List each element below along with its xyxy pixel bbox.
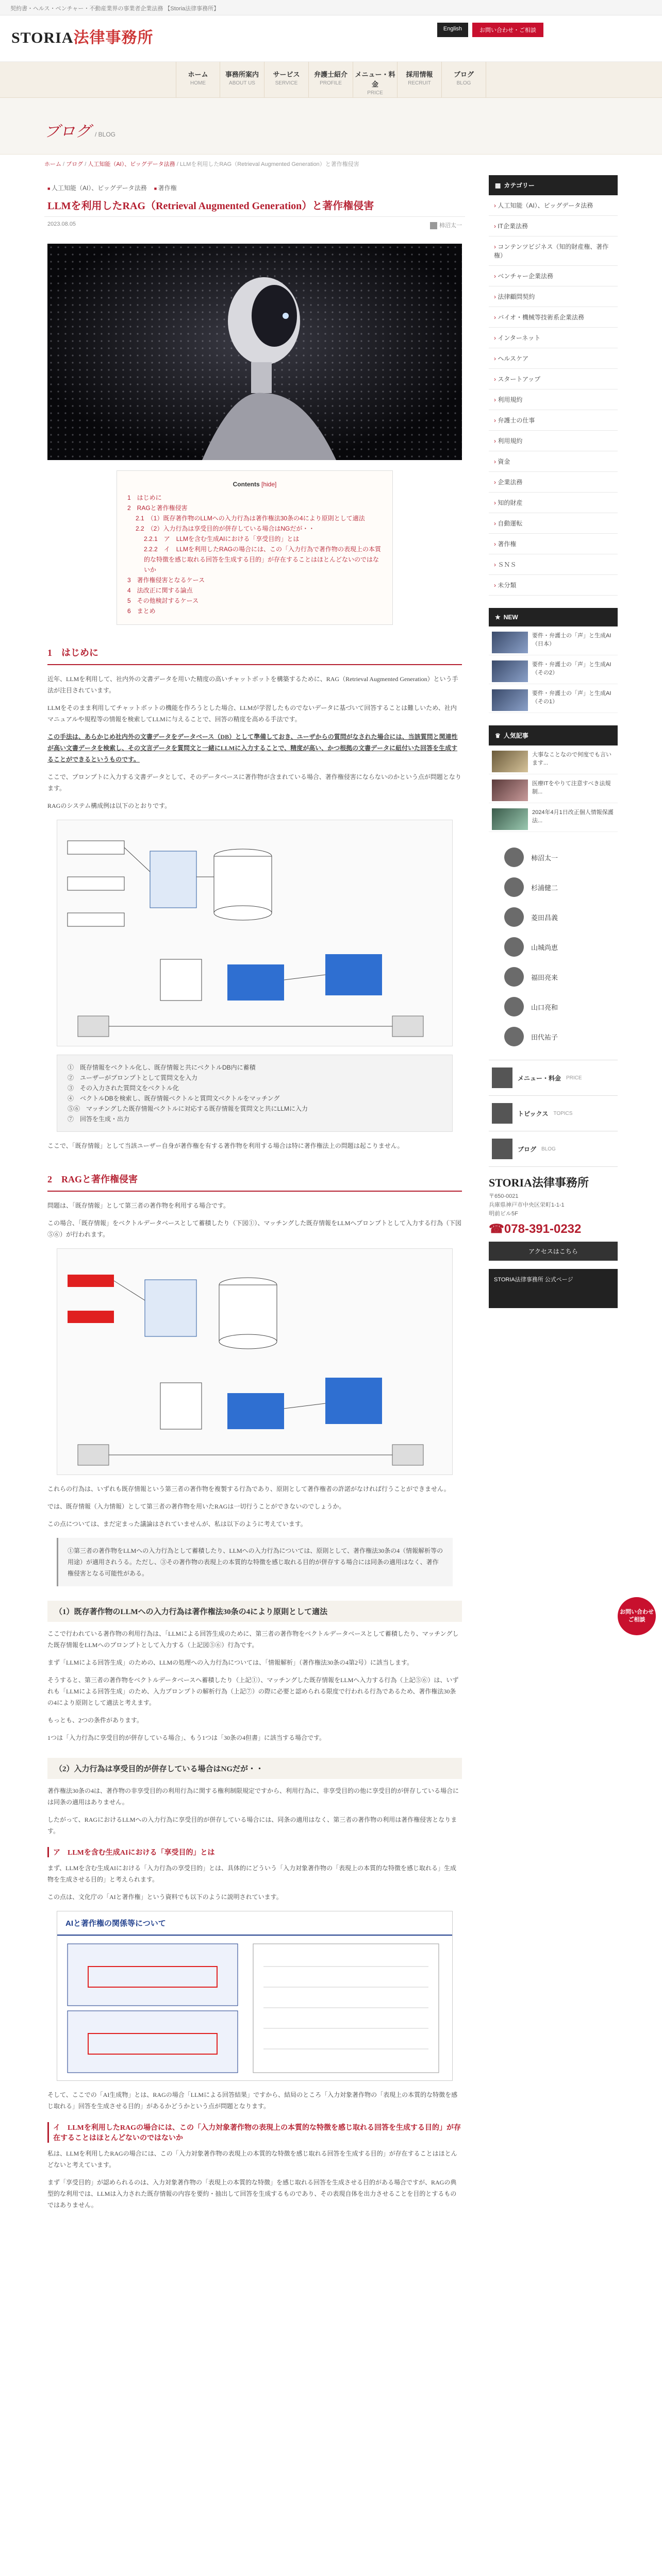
banner-text: STORIA法律事務所 公式ページ (494, 1277, 573, 1283)
category-tag[interactable]: ■ 人工知能（AI）、ビッグデータ法務 (47, 184, 147, 192)
nav-label: 事務所案内 (225, 71, 259, 78)
menu-label: ブログ (518, 1145, 537, 1153)
nav-sublabel: PRICE (367, 90, 383, 96)
article (44, 175, 465, 2217)
article-author (430, 221, 462, 229)
paragraph: LLMをそのまま利用してチャットボットの機能を作ろうとした場合、LLMが学習したものでないデータに基づいて回答することは難しいため、社内マニュアルや規程等の情報を検索してLLMに与えることで、回答の精度を高める手法です。 (47, 704, 457, 723)
folder-icon: ▦ (495, 181, 501, 189)
slide-title: AIと著作権の関係等について (57, 1911, 452, 1936)
lawyer-name: 菱田昌義 (531, 913, 558, 922)
nav-about[interactable] (220, 62, 264, 97)
sidebar-category-item[interactable]: › コンテンツビジネス（知的財産権、著作権） (489, 236, 618, 266)
menu-sublabel: PRICE (566, 1075, 582, 1081)
nav-price[interactable] (353, 62, 398, 97)
toc-item[interactable]: 2.2.2 イ LLMを利用したRAGの場合には、この「入力行為で著作物の表現上の本質的な特徴を感じ取れる回答を生成する目的」が存在することはほとんどないのではないか (144, 546, 382, 574)
post-title: 大事なことなので何度でも言います... (532, 752, 611, 766)
header-buttons (437, 23, 543, 37)
page-title: ブログ (44, 123, 91, 140)
sidebar-menu-blog[interactable] (489, 1131, 618, 1167)
avatar (504, 877, 524, 897)
new-post-item[interactable] (489, 684, 618, 713)
nav-sublabel: ABOUT US (229, 80, 255, 86)
toc-item[interactable]: 1 はじめに (127, 494, 162, 502)
sidebar-menu-topics[interactable] (489, 1096, 618, 1131)
article-meta (44, 217, 465, 233)
avatar (504, 967, 524, 987)
lawyer-item[interactable] (489, 1022, 618, 1052)
post-title: 要件・弁護士の「声」と生成AI（その2） (532, 662, 611, 676)
lawyer-name: 福田亮来 (531, 973, 558, 981)
toc-item[interactable]: 3 著作権侵害となるケース (127, 577, 205, 584)
lawyer-item[interactable] (489, 842, 618, 872)
sidebar-menu-price[interactable] (489, 1060, 618, 1096)
rag-system-diagram (57, 820, 453, 1046)
category-tag[interactable]: ■ 著作権 (154, 184, 177, 192)
menu-sublabel: TOPICS (553, 1110, 573, 1116)
nav-blog[interactable] (442, 62, 486, 97)
nav-label: サービス (273, 71, 300, 78)
sidebar-office-logo: STORIA法律事務所 (489, 1176, 589, 1189)
paragraph: では、既存情報（入力情報）として第三者の著作物を用いたRAGは一切行うことができないのでしょうか。 (47, 1503, 345, 1511)
paragraph: これらの行為は、いずれも既存情報という第三者の著作物を複製する行為であり、原則として著作権者の許諾がなければ行うことができません。 (47, 1485, 450, 1493)
site-header (0, 15, 662, 62)
article-date: 2023.08.05 (47, 221, 76, 227)
nav-label: メニュー・料金 (355, 71, 395, 88)
breadcrumb-current: LLMを利用したRAG（Retrieval Augmented Generation）と著作権侵害 (179, 161, 359, 167)
paragraph: この手法は、あらかじめ社内外の文書データをデータベース（DB）として準備しておき、ユーザからの質問がなされた場合には、当該質問と関連性が高い文書データを検索し、その文言データを質問文と一緒にLLMに入力することで、精度が高い、かつ根拠の文書データに紐付いた回答を生成することができるというものです。 (47, 733, 458, 764)
lawyer-item[interactable] (489, 932, 618, 962)
breadcrumb-blog[interactable]: ブログ (66, 161, 84, 167)
nav-label: 採用情報 (406, 71, 433, 78)
sidebar-heading: NEW (503, 614, 518, 621)
post-title: 2024年4月1日改正個人情報保護法... (532, 809, 614, 824)
nav-label: 弁護士紹介 (313, 71, 347, 78)
office-address: 〒650-0021 兵庫県神戸市中央区栄町1-1-1 明前ビル5F (489, 1193, 565, 1217)
paragraph: この点については、まだ定まった議論はされていませんが、私は以下のように考えています。 (47, 1520, 307, 1528)
sidebar-category-item[interactable]: › 利用規約 (489, 389, 618, 410)
legend-item: ⑤⑥ マッチングした既存情報ベクトルに対応する既存情報を質問文と共にLLMに入力 (68, 1105, 308, 1113)
nav-service[interactable] (264, 62, 309, 97)
post-thumbnail (492, 632, 528, 653)
toc-title: Contents (233, 481, 260, 488)
paragraph: そして、ここでの「AI生成物」とは、RAGの場合「LLMによる回答結果」ですから、結局のところ「入力対象著作物の「表現上の本質的な特徴を感じ取れる」回答を生成させる目的」があるかどうかという点が問題となります。 (47, 2091, 458, 2110)
paragraph: 著作権法30条の4は、著作物の非享受目的の利用行為に関する権利制限規定ですから、利用行為に、非享受目的の他に享受目的が併存している場合には同条の適用はありません。 (47, 1787, 459, 1806)
sidebar-category-item[interactable]: › 法律顧問契約 (489, 286, 618, 307)
toc-item[interactable]: 6 まとめ (127, 607, 156, 615)
post-thumbnail (492, 808, 528, 830)
legend-item: ② ユーザーがプロンプトとして質問文を入力 (68, 1074, 198, 1082)
page-hero (0, 98, 662, 155)
post-thumbnail (492, 660, 528, 682)
paragraph: そうすると、第三者の著作物をベクトルデータベースへ蓄積したり（上記①）、マッチングした既存情報をLLMへ入力する行為（上記⑤⑥）は、いずれも「LLMによる回答生成」のため、入力プロンプトの解析行為（上記⑦）の際に必要と認められる限度で行われる行為であるため、著作権法30条の4により原則として適法と考えます。 (47, 1676, 459, 1707)
paragraph: まず「LLMによる回答生成」のための、LLMの処理への入力行為については、「情報解析」（著作権法30条の4第2号）に該当します。 (47, 1659, 413, 1667)
article-title: LLMを利用したRAG（Retrieval Augmented Generation）と著作権侵害 (44, 195, 465, 217)
breadcrumb: ホーム / ブログ / 人工知能（AI）、ビッグデータ法務 / LLMを利用したRAG（Retrieval Augmented Generation）と著作権侵害 (44, 161, 359, 167)
content-wrap (44, 155, 618, 2209)
site-logo[interactable] (11, 25, 154, 47)
sidebar-category-item[interactable]: › 未分類 (489, 575, 618, 596)
rag-copyright-diagram (57, 1248, 453, 1475)
summary-quote: ①第三者の著作物をLLMへの入力行為として蓄積したり、LLMへの入力行為については、原則として、著作権法30条の4（情報解析等の用途）が適用されうる。ただし、③その著作物の表現上の本質的な特徴を感じ取れる目的が併存する場合には同条の適用はなく、著作権侵害となる可能性がある。 (57, 1538, 453, 1586)
sidebar-category-item[interactable]: › 知的財産 (489, 493, 618, 513)
diagram-legend (57, 1055, 453, 1132)
toc-item[interactable]: 2.2 （2）入力行為は享受目的が併存している場合はNGだが・・ (136, 525, 315, 533)
crown-icon: ♛ (495, 732, 501, 739)
sidebar-category-item[interactable]: › ヘルスケア (489, 348, 618, 369)
main-nav (0, 62, 662, 98)
rag-diagram-graphic (57, 820, 452, 1046)
article-hero-image (47, 244, 462, 460)
new-post-item[interactable] (489, 655, 618, 684)
nav-label: ホーム (188, 71, 208, 78)
office-phone[interactable] (489, 1222, 618, 1236)
new-post-item[interactable] (489, 626, 618, 655)
category-list (489, 195, 618, 596)
toc-item[interactable]: 4 法改正に関する論点 (127, 587, 193, 595)
nav-recruit[interactable] (398, 62, 442, 97)
paragraph: この場合、「既存情報」をベクトルデータベースとして蓄積したり（下図①）、マッチングした既存情報をLLMへプロンプトとして入力する行為（下図⑤⑥）が行われます。 (47, 1219, 462, 1239)
lawyer-list (489, 842, 618, 1052)
avatar (504, 937, 524, 957)
subsubsection-heading: ア LLMを含む生成AIにおける「享受目的」とは (47, 1847, 462, 1857)
paragraph: ここで、「既存情報」として当該ユーザー自身が著作権を有する著作物を利用する場合は特に著作権法上の問題は起こりません。 (47, 1142, 404, 1150)
page-subtitle: / BLOG (95, 131, 116, 138)
nav-sublabel: BLOG (456, 80, 471, 86)
pen-icon (492, 1139, 512, 1159)
toc-item[interactable]: 2.1 （1）既存著作物のLLMへの入力行為は著作権法30条の4により原則として適法 (136, 515, 365, 522)
legend-item: ④ ベクトルDBを検索し、既存情報ベクトルと質問文ベクトルをマッチング (68, 1095, 280, 1103)
agency-slide-image (57, 1911, 453, 2081)
nav-sublabel: HOME (190, 80, 206, 86)
breadcrumb-home[interactable]: ホーム (44, 161, 61, 167)
nav-home[interactable] (176, 62, 220, 97)
calculator-icon (492, 1067, 512, 1088)
toc-hide-toggle[interactable]: [hide] (261, 481, 277, 488)
nav-sublabel: RECRUIT (408, 80, 431, 86)
table-of-contents (117, 470, 393, 625)
avatar (504, 1027, 524, 1046)
phone-number: 078-391-0232 (504, 1222, 582, 1236)
sidebar-category-item[interactable]: › 著作権 (489, 534, 618, 554)
toc-item[interactable]: 5 その他検討するケース (127, 597, 199, 605)
nav-profile[interactable] (309, 62, 353, 97)
lawyer-item[interactable] (489, 902, 618, 932)
post-thumbnail (492, 751, 528, 772)
menu-sublabel: BLOG (541, 1146, 556, 1152)
sidebar-popular-header (489, 725, 618, 745)
paragraph: もっとも、2つの条件があります。 (47, 1717, 143, 1724)
slide-graphic (57, 1936, 452, 2080)
topics-icon (492, 1103, 512, 1124)
lawyer-name: 田代祐子 (531, 1033, 558, 1041)
menu-label: メニュー・料金 (518, 1074, 561, 1082)
paragraph: 問題は、「既存情報」として第三者の著作物を利用する場合です。 (47, 1202, 230, 1210)
sidebar-heading: 人気記事 (503, 732, 528, 739)
paragraph: 私は、LLMを利用したRAGの場合には、この「入力対象著作物の表現上の本質的な特徴を感じ取れる回答を生成する目的」が存在することはほとんどないと考えています。 (47, 2150, 457, 2169)
post-title: 要件・弁護士の「声」と生成AI（日本） (532, 633, 611, 647)
lawyer-name: 山城尚恵 (531, 943, 558, 952)
legend-item: ③ その入力された質問文をベクトル化 (68, 1084, 179, 1092)
subsection-heading: （2）入力行為は享受目的が併存している場合はNGだが・・ (47, 1758, 462, 1779)
legend-item: ⑦ 回答を生成・出力 (68, 1115, 130, 1123)
article-categories (47, 183, 465, 192)
toc-item[interactable]: 2.2.1 ア LLMを含む生成AIにおける「享受目的」とは (144, 535, 300, 543)
paragraph: ここで行われている著作物の利用行為は、「LLMによる回答生成のために、第三者の著作物をベクトルデータベースとして蓄積したり、マッチングした既存情報をLLMへのプロンプトとして入力する（上記図⑤⑥）行為です。 (47, 1630, 459, 1649)
avatar (504, 848, 524, 867)
lawyer-item[interactable] (489, 962, 618, 992)
toc-item[interactable]: 2 RAGと著作権侵害 (127, 504, 188, 512)
lawyer-item[interactable] (489, 992, 618, 1022)
lawyer-name: 杉浦健二 (531, 884, 558, 892)
toc-header (127, 479, 382, 489)
sidebar-category-item[interactable]: › 人工知能（AI）、ビッグデータ法務 (489, 195, 618, 216)
lawyer-item[interactable] (489, 872, 618, 902)
post-thumbnail (492, 689, 528, 711)
sidebar-new-header (489, 608, 618, 626)
post-thumbnail (492, 779, 528, 801)
logo-suffix: 法律事務所 (73, 29, 154, 46)
popular-post-item[interactable] (489, 774, 618, 803)
nav-sublabel: PROFILE (320, 80, 342, 86)
sidebar-heading: カテゴリー (504, 182, 535, 189)
contact-button[interactable]: お問い合わせ・ご相談 (472, 23, 543, 37)
paragraph: ここで、プロンプトに入力する文書データとして、そのデータベースに著作物が含まれている場合、著作権侵害にならないのかという点が問題となります。 (47, 773, 461, 792)
section-heading: 1 はじめに (47, 646, 462, 665)
subsubsection-heading: イ LLMを利用したRAGの場合には、この「入力対象著作物の表現上の本質的な特徴を感じ取れる回答を生成する目的」が存在することはほとんどないのではないか (47, 2122, 462, 2143)
sidebar-banner[interactable] (489, 1269, 618, 1308)
legend-item: ① 既存情報をベクトル化し、既存情報と共にベクトルDB内に蓄積 (68, 1064, 256, 1072)
float-line1: お問い合わせ (620, 1609, 654, 1615)
paragraph: 近年、LLMを利用して、社内外の文書データを用いた精度の高いチャットボットを構築するために、RAG（Retrieval Augmented Generation）という手法が注目されています。 (47, 675, 458, 694)
robot-illustration (47, 244, 462, 460)
sidebar-category-item[interactable]: › 自動運転 (489, 513, 618, 534)
top-bar-text: 契約書・ヘルス・ベンチャー・不動産業界の事業者企業法務 【Storia法律事務所】 (10, 6, 220, 12)
sidebar-category-item[interactable]: › 企業法務 (489, 472, 618, 493)
avatar (504, 997, 524, 1016)
sidebar-category-item[interactable]: › スタートアップ (489, 369, 618, 389)
sidebar-category-item[interactable]: › インターネット (489, 328, 618, 348)
section-heading: 2 RAGと著作権侵害 (47, 1172, 462, 1192)
nav-sublabel: SERVICE (275, 80, 298, 86)
post-title: 要件・弁護士の「声」と生成AI（その1） (532, 690, 611, 705)
access-button[interactable]: アクセスはこちら (489, 1242, 618, 1261)
sidebar-category-item[interactable]: › 利用規約 (489, 431, 618, 451)
subsection-heading: （1）既存著作物のLLMへの入力行為は著作権法30条の4により原則として適法 (47, 1601, 462, 1622)
sidebar-category-item[interactable]: › IT企業法務 (489, 216, 618, 236)
post-title: 医療ITをやりて注意すべき法規制... (532, 781, 611, 795)
floating-contact-button[interactable] (618, 1597, 656, 1635)
avatar (504, 907, 524, 927)
sidebar-category-item[interactable]: › 資金 (489, 451, 618, 472)
sidebar-menu (489, 1060, 618, 1167)
lawyer-name: 山口亮和 (531, 1003, 558, 1011)
paragraph: RAGのシステム構成例は以下のとおりです。 (47, 802, 171, 810)
paragraph: まず「享受目的」が認められるのは、入力対象著作物の「表現上の本質的な特徴」を感じ取れる回答を生成させる目的がある場合ですが、RAGの典型的な利用では、LLMは入力された既存情報の内容を要約・抽出して回答を生成するものであり、その表現自体を出力させることを目的とするものではありません。 (47, 2179, 457, 2209)
sidebar (489, 175, 618, 1308)
popular-post-item[interactable] (489, 803, 618, 832)
author-avatar (430, 222, 437, 229)
popular-post-item[interactable] (489, 745, 618, 774)
paragraph: したがって、RAGにおけるLLMへの入力行為に享受目的が併存している場合には、同条の適用はなく、第三者の著作物の利用は著作権侵害となります。 (47, 1816, 457, 1835)
star-icon: ★ (495, 614, 501, 621)
sidebar-category-item[interactable]: › ベンチャー企業法務 (489, 266, 618, 286)
rag-copyright-graphic (57, 1249, 452, 1475)
author-name: 柿沼太一 (439, 223, 462, 229)
paragraph: 1つは「入力行為に享受目的が併存している場合」、もう1つは「30条の4但書」に該当する場合です。 (47, 1734, 326, 1742)
menu-label: トピックス (518, 1110, 549, 1117)
sidebar-category-item[interactable]: › 弁護士の仕事 (489, 410, 618, 431)
english-button[interactable]: English (437, 23, 468, 37)
sidebar-category-item[interactable]: › ＳＮＳ (489, 554, 618, 575)
sidebar-category-header (489, 175, 618, 195)
nav-label: ブログ (453, 71, 474, 78)
top-bar (0, 0, 662, 15)
lawyer-name: 柿沼太一 (531, 854, 558, 862)
breadcrumb-category[interactable]: 人工知能（AI）、ビッグデータ法務 (88, 161, 175, 167)
paragraph: この点は、文化庁の「AIと著作権」という資料でも以下のように説明されています。 (47, 1893, 283, 1901)
phone-icon: ☎ (489, 1222, 504, 1236)
sidebar-category-item[interactable]: › バイオ・機械等技術系企業法務 (489, 307, 618, 328)
float-line2: ご相談 (628, 1617, 646, 1623)
paragraph: まず、LLMを含む生成AIにおける「入力行為の享受目的」とは、具体的にどういう「入力対象著作物の「表現上の本質的な特徴を感じ取れる」生成物を生成させる目的」と考えられます。 (47, 1865, 457, 1884)
logo-main: STORIA (11, 29, 74, 46)
